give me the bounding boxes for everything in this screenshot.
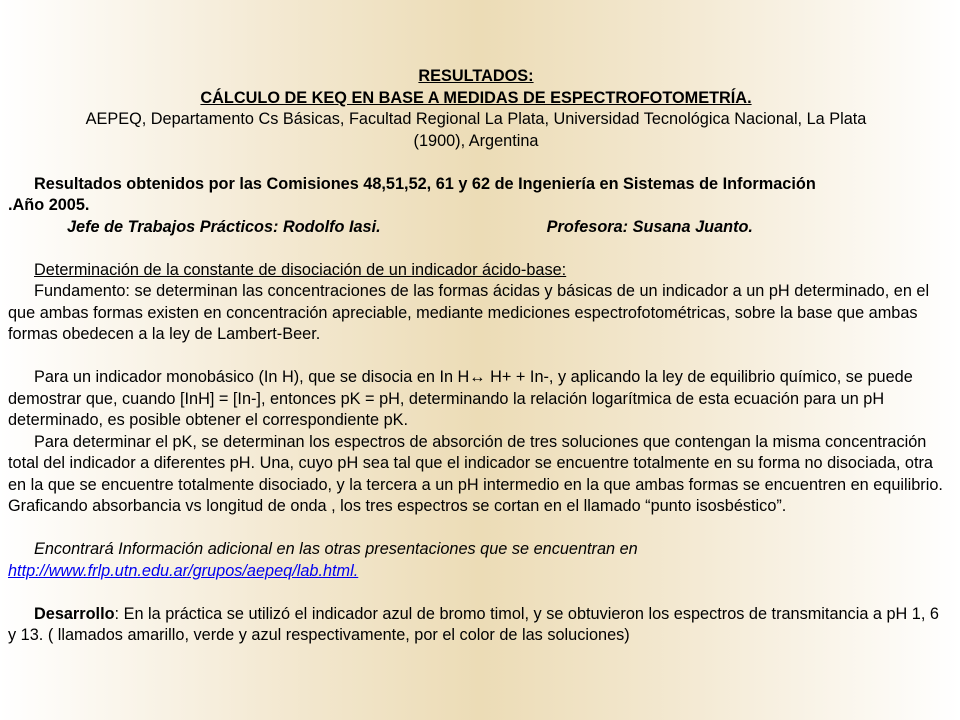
commissions-line-1: Resultados obtenidos por las Comisiones 48,51,52, 61 y 62 de Ingeniería en Sistemas de Información [34,174,816,193]
indicator-paragraph: Para un indicador monobásico (In H), que se disocia en In H↔ H+ + In-, y aplicando la ley de equilibrio químico, se puede demostrar que, cuando [InH] = [In-], entonces pK = pH, determinando la relación logarítmica de esta ecuación para un pH determinado, es posible obtener el correspondiente pK. [8,368,913,429]
affiliation-line-1: AEPEQ, Departamento Cs Básicas, Facultad Regional La Plata, Universidad Tecnológica Nacional, La Plata [85,110,867,128]
jefe-trabajos: Jefe de Trabajos Prácticos: Rodolfo Iasi. [67,217,381,236]
desarrollo-paragraph [8,604,944,647]
commissions-line-2: .Año 2005. [8,196,90,214]
heading-text: Determinación de la constante de disociación de un indicador ácido-base: [34,260,567,279]
affiliation [8,109,944,152]
desarrollo-label: Desarrollo [34,604,115,623]
slide-content [8,66,944,647]
pk-paragraph: Para determinar el pK, se determinan los espectros de absorción de tres soluciones que contengan la misma concentración total del indicador a diferentes pH. Una, cuyo pH sea tal que el indicador se encuentre totalmente en su forma no disociada, otra en la que se encuentre totalmente disociado, y la tercera a un pH intermedio en la que ambas formas se encuentren en equilibrio. Graficando absorbancia vs longitud de onda , los tres espectros se cortan en el llamado “punto isosbéstico”. [8,432,943,515]
affiliation-line-2: (1900), Argentina [413,131,539,150]
aepeq-link[interactable]: http://www.frlp.utn.edu.ar/grupos/aepeq/lab.html. [8,561,359,580]
info-text: Encontrará Información adicional en las otras presentaciones que se encuentran en [34,540,638,558]
results-title [8,66,944,88]
results-subtitle [8,88,944,110]
staff-line [8,217,944,239]
profesora: Profesora: Susana Juanto. [546,217,753,236]
fundamento-paragraph: Fundamento: se determinan las concentraciones de las formas ácidas y básicas de un indicador a un pH determinado, en el que ambas formas existen en concentración apreciable, mediante mediciones espectrofotométricas, sobre la base que ambas formas obedecen a la ley de Lambert-Beer. [8,282,930,343]
link-line [8,561,944,583]
results-commissions [8,174,944,217]
subtitle-text: CÁLCULO DE KEQ EN BASE A MEDIDAS DE ESPECTROFOTOMETRÍA. [200,88,752,107]
section-heading [8,260,944,282]
title-text: RESULTADOS: [418,67,534,85]
desarrollo-text: : En la práctica se utilizó el indicador azul de bromo timol, y se obtuvieron los espectros de transmitancia a pH 1, 6 y 13. ( llamados amarillo, verde y azul respectivamente, por el color de las soluciones) [8,604,939,644]
